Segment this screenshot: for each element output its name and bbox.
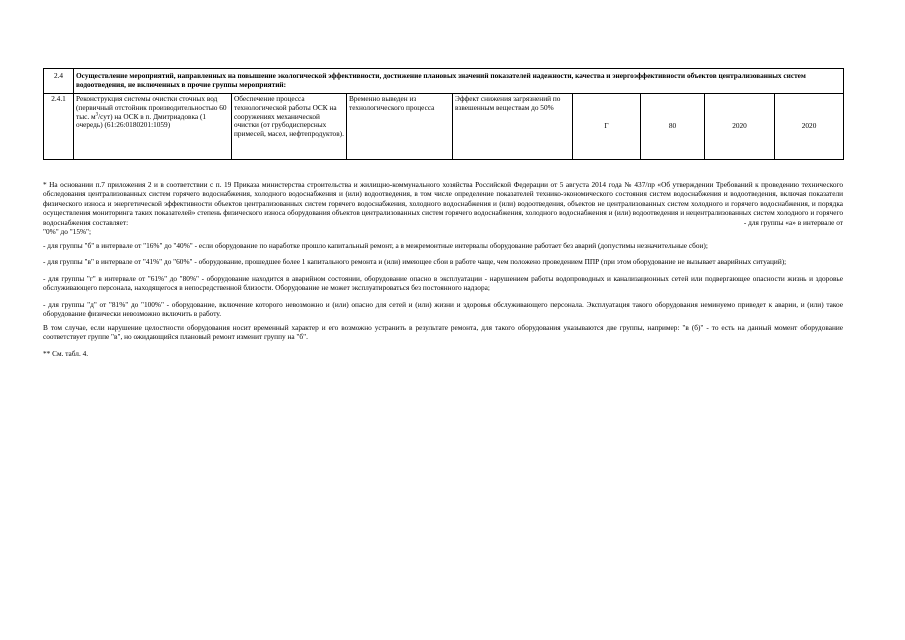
row-reason: Временно выведен из технологического процесса [347,93,453,159]
footnote-intro [43,180,843,237]
footnote-group-a-label: - для группы «а» в интервале от [743,217,843,227]
measures-table [43,68,844,160]
row-goal: Обеспечение процесса технологической работы ОСК на сооружениях механической очистки (от грубодисперсных примесей, масел, нефтепродуктов). [232,93,347,159]
footnote-group-b: - для группы "б" в интервале от "16%" до "40%" - если оборудование по наработке прошло капитальный ремонт, а в межремонтные интервалы оборудование работает без аварий (допустимы незначительные сбои); [43,240,708,250]
footnote-group-g: - для группы "г" в интервале от "61%" до "80%" - оборудование находится в аварийном состоянии, оборудование опасно в эксплуатации - нарушением работы водопроводных и канализационных сетей или подвергающее опасности жизнь и здоровье обслуживающего персонала, находящегося в непосредственной близости. Оборудование не может эксплуатироваться без постоянного надзора; [43,273,843,293]
row-name-part1: Реконструкция системы очистки сточных вод (первичный отстойник производительностью 60 тыс. м [76,93,227,121]
footnote-group-v: - для группы "в" в интервале от "41%" до "60%" - оборудование, прошедшее более 1 капитального ремонта и (или) имеющее сбои в работе чаще, чем положено проведением ППР (при этом оборудование не вызывает аварийных ситуаций); [43,257,787,267]
row-name [74,93,232,159]
footnote-group-a-range: "0%" до "15%"; [43,227,92,237]
row-name-part2: /сут) на ОСК в п. Дмитриадовка (1 очередь) (61:26:0180201:1059) [76,111,207,130]
row-year-end: 2020 [775,93,844,159]
table-row [44,93,844,159]
section-header-row [44,69,844,94]
row-effect: Эффект снижения загрязнений по взвешенным веществам до 50% [453,93,573,159]
section-number: 2.4 [44,69,74,94]
footnotes [43,180,843,365]
footnote-table-ref: ** См. табл. 4. [43,348,89,358]
row-group: Г [573,93,641,159]
section-title: Осуществление мероприятий, направленных на повышение экологической эффективности, достижение плановых значений показателей надежности, качества и энергоэффективности объектов централизованных систем водоотведения, не включенных в прочие группы мероприятий: [74,69,844,94]
footnote-intro-text: * На основании п.7 приложения 2 и в соответствии с п. 19 Приказа министерства строительства и жилищно-коммунального хозяйства Российской Федерации от 5 августа 2014 года № 437/пр «Об утверждении Требований к проведению технического обследования централизованных систем горячего водоснабжения, холодного водоснабжения и (или) водоотведения, в том числе определение показателей технико-экономического состояния систем водоснабжения и водоотведения, включая показатели физического износа и энергетической эффективности объектов централизованных систем горячего водоснабжения, холодного водоснабжения и (или) водоотведения, объектов не централизованных систем холодного и горячего водоснабжения, и порядка осуществления мониторинга таких показателей» степень физического износа оборудования объектов централизованных систем горячего водоснабжения, холодного водоснабжения и (или) водоотведения и нецентрализованных систем холодного и горячего водоснабжения составляет: [43,180,843,227]
row-value: 80 [641,93,705,159]
row-year-start: 2020 [705,93,775,159]
table-container [43,68,843,160]
footnote-temporary: В том случае, если нарушение целостности оборудования носит временный характер и его возможно устранить в результате ремонта, для такого оборудования указываются две группы, например: "в (б)" - то есть на данный момент оборудование соответствует группе "в", но ожидающийся плановый ремонт изменит группу на "б". [43,322,843,342]
footnote-group-d: - для группы "д" от "81%" до "100%" - оборудование, включение которого невозможно и (или) опасно для сетей и (или) жизни и здоровья обслуживающего персонала. Эксплуатация такого оборудования неминуемо приведет к аварии, и (или) такое оборудование физически невозможно включить в работу. [43,299,843,319]
row-name-sup: 3 [95,112,99,118]
row-number: 2.4.1 [44,93,74,159]
